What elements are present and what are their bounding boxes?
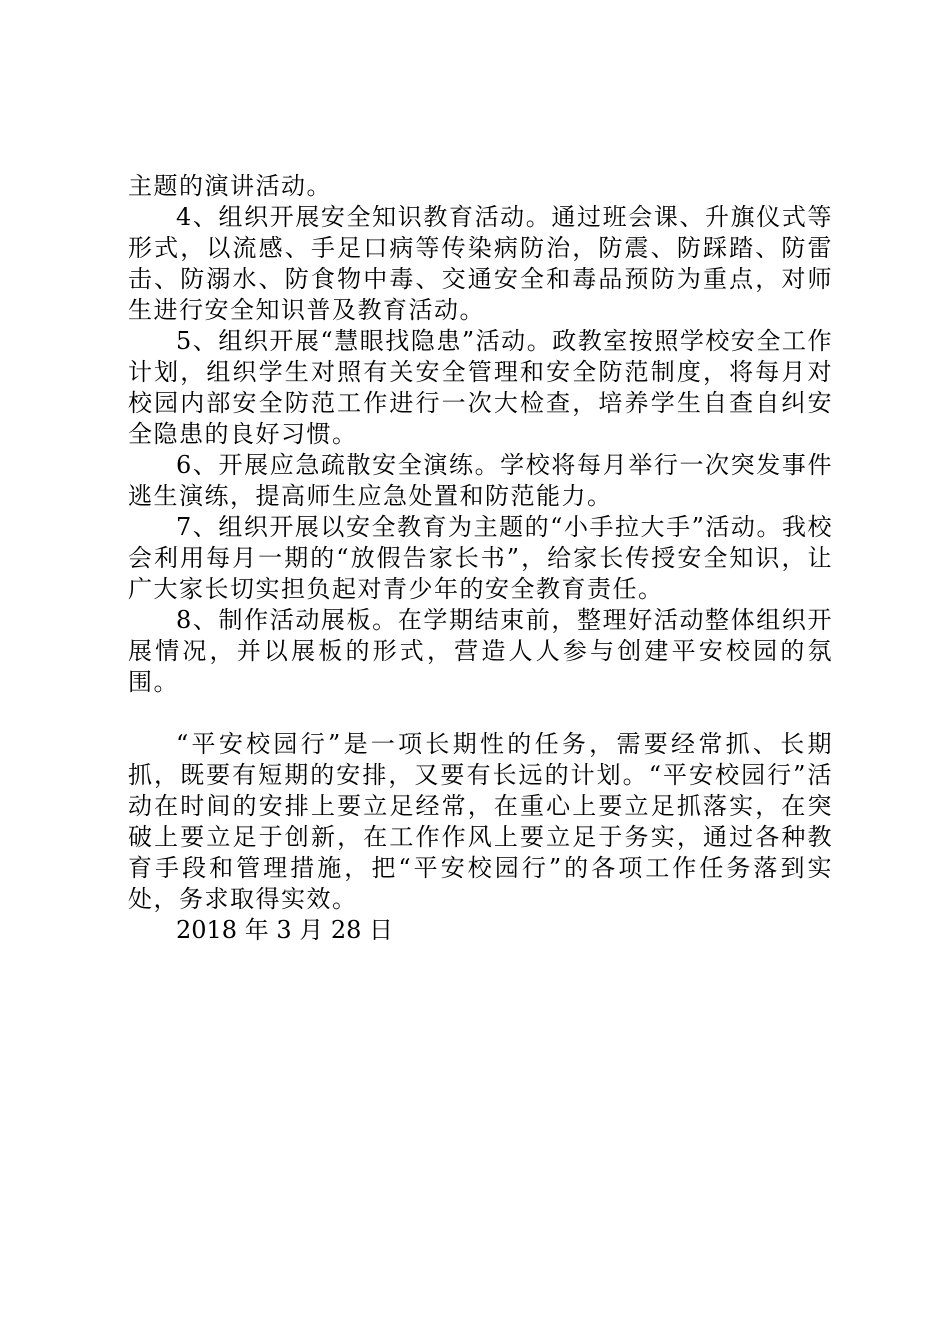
document-body (128, 171, 833, 946)
paragraph-conclusion: “平安校园行”是一项长期性的任务，需要经常抓、长期抓，既要有短期的安排，又要有长远的计划。“平安校园行”活动在时间的安排上要立足经常，在重心上要立足抓落实，在突破上要立足于创新，在工作作风上要立足于务实，通过各种教育手段和管理措施，把“平安校园行”的各项工作任务落到实处，务求取得实效。 (128, 730, 833, 913)
paragraph-continuation: 主题的演讲活动。 (128, 172, 332, 200)
paragraph-item-4: 4、组织开展安全知识教育活动。通过班会课、升旗仪式等形式，以流感、手足口病等传染病防治，防震、防踩踏、防雷击、防溺水、防食物中毒、交通安全和毒品预防为重点，对师生进行安全知识普及教育活动。 (128, 203, 833, 324)
paragraph-item-5: 5、组织开展“慧眼找隐患”活动。政教室按照学校安全工作计划，组织学生对照有关安全管理和安全防范制度，将每月对校园内部安全防范工作进行一次大检查，培养学生自查自纠安全隐患的良好习惯。 (128, 327, 833, 448)
document-date: 2018 年 3 月 28 日 (176, 916, 394, 944)
paragraph-item-6: 6、开展应急疏散安全演练。学校将每月举行一次突发事件逃生演练，提高师生应急处置和防范能力。 (128, 451, 833, 510)
paragraph-item-8: 8、制作活动展板。在学期结束前，整理好活动整体组织开展情况，并以展板的形式，营造人人参与创建平安校园的氛围。 (128, 606, 833, 696)
blank-line (128, 698, 833, 729)
paragraph-item-7: 7、组织开展以安全教育为主题的“小手拉大手”活动。我校会利用每月一期的“放假告家长书”，给家长传授安全知识，让广大家长切实担负起对青少年的安全教育责任。 (128, 513, 833, 603)
